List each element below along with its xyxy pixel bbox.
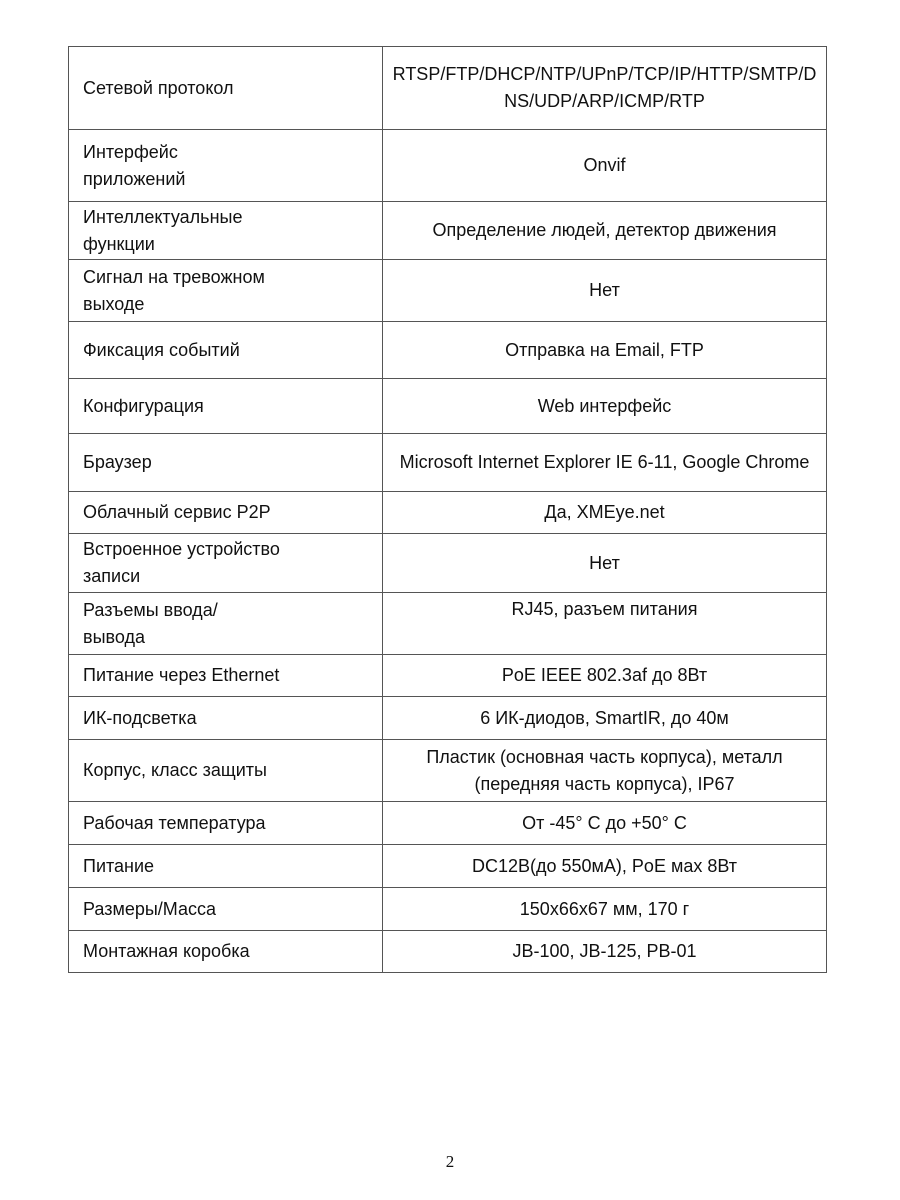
spec-label: Питание: [69, 845, 383, 888]
spec-value: JB-100, JB-125, PB-01: [383, 931, 827, 973]
spec-label: ИК-подсветка: [69, 697, 383, 740]
spec-value: Web интерфейс: [383, 379, 827, 434]
spec-label: Встроенное устройство записи: [69, 534, 383, 593]
spec-label: Рабочая температура: [69, 802, 383, 845]
table-row: [69, 492, 827, 534]
spec-value: PoE IEEE 802.3af до 8Вт: [383, 655, 827, 697]
table-row: [69, 260, 827, 322]
table-row: [69, 593, 827, 655]
spec-label: Интерфейс приложений: [69, 130, 383, 202]
spec-value: RTSP/FTP/DHCP/NTP/UPnP/TCP/IP/HTTP/SMTP/DNS/UDP/ARP/ICMP/RTP: [383, 47, 827, 130]
table-row: [69, 47, 827, 130]
spec-value: Нет: [383, 260, 827, 322]
spec-value: Да, XMEye.net: [383, 492, 827, 534]
spec-label: Монтажная коробка: [69, 931, 383, 973]
spec-value: От -45° C до +50° C: [383, 802, 827, 845]
spec-value: 6 ИК-диодов, SmartIR, до 40м: [383, 697, 827, 740]
spec-value: DC12В(до 550мА), PoE мах 8Вт: [383, 845, 827, 888]
spec-label: Сетевой протокол: [69, 47, 383, 130]
spec-value: 150х66х67 мм, 170 г: [383, 888, 827, 931]
table-row: [69, 202, 827, 260]
spec-value: Onvif: [383, 130, 827, 202]
spec-label: Интеллектуальные функции: [69, 202, 383, 260]
specifications-table: [68, 46, 827, 973]
spec-label: Сигнал на тревожном выходе: [69, 260, 383, 322]
table-row: [69, 322, 827, 379]
spec-label: Фиксация событий: [69, 322, 383, 379]
spec-label: Корпус, класс защиты: [69, 740, 383, 802]
spec-label: Браузер: [69, 434, 383, 492]
table-row: [69, 434, 827, 492]
table-row: [69, 740, 827, 802]
spec-value: RJ45, разъем питания: [383, 593, 827, 655]
table-row: [69, 697, 827, 740]
spec-value: Отправка на Email, FTP: [383, 322, 827, 379]
spec-value: Microsoft Internet Explorer IE 6-11, Google Chrome: [383, 434, 827, 492]
table-row: [69, 655, 827, 697]
table-row: [69, 888, 827, 931]
spec-label: Конфигурация: [69, 379, 383, 434]
spec-label: Разъемы ввода/ вывода: [69, 593, 383, 655]
spec-value: Нет: [383, 534, 827, 593]
table-row: [69, 802, 827, 845]
spec-value: Пластик (основная часть корпуса), металл (передняя часть корпуса), IP67: [383, 740, 827, 802]
table-row: [69, 931, 827, 973]
spec-value: Определение людей, детектор движения: [383, 202, 827, 260]
table-row: [69, 130, 827, 202]
table-row: [69, 845, 827, 888]
page-number: 2: [445, 1152, 455, 1171]
spec-label: Питание через Ethernet: [69, 655, 383, 697]
table-row: [69, 379, 827, 434]
table-row: [69, 534, 827, 593]
spec-label: Облачный сервис P2P: [69, 492, 383, 534]
spec-label: Размеры/Масса: [69, 888, 383, 931]
